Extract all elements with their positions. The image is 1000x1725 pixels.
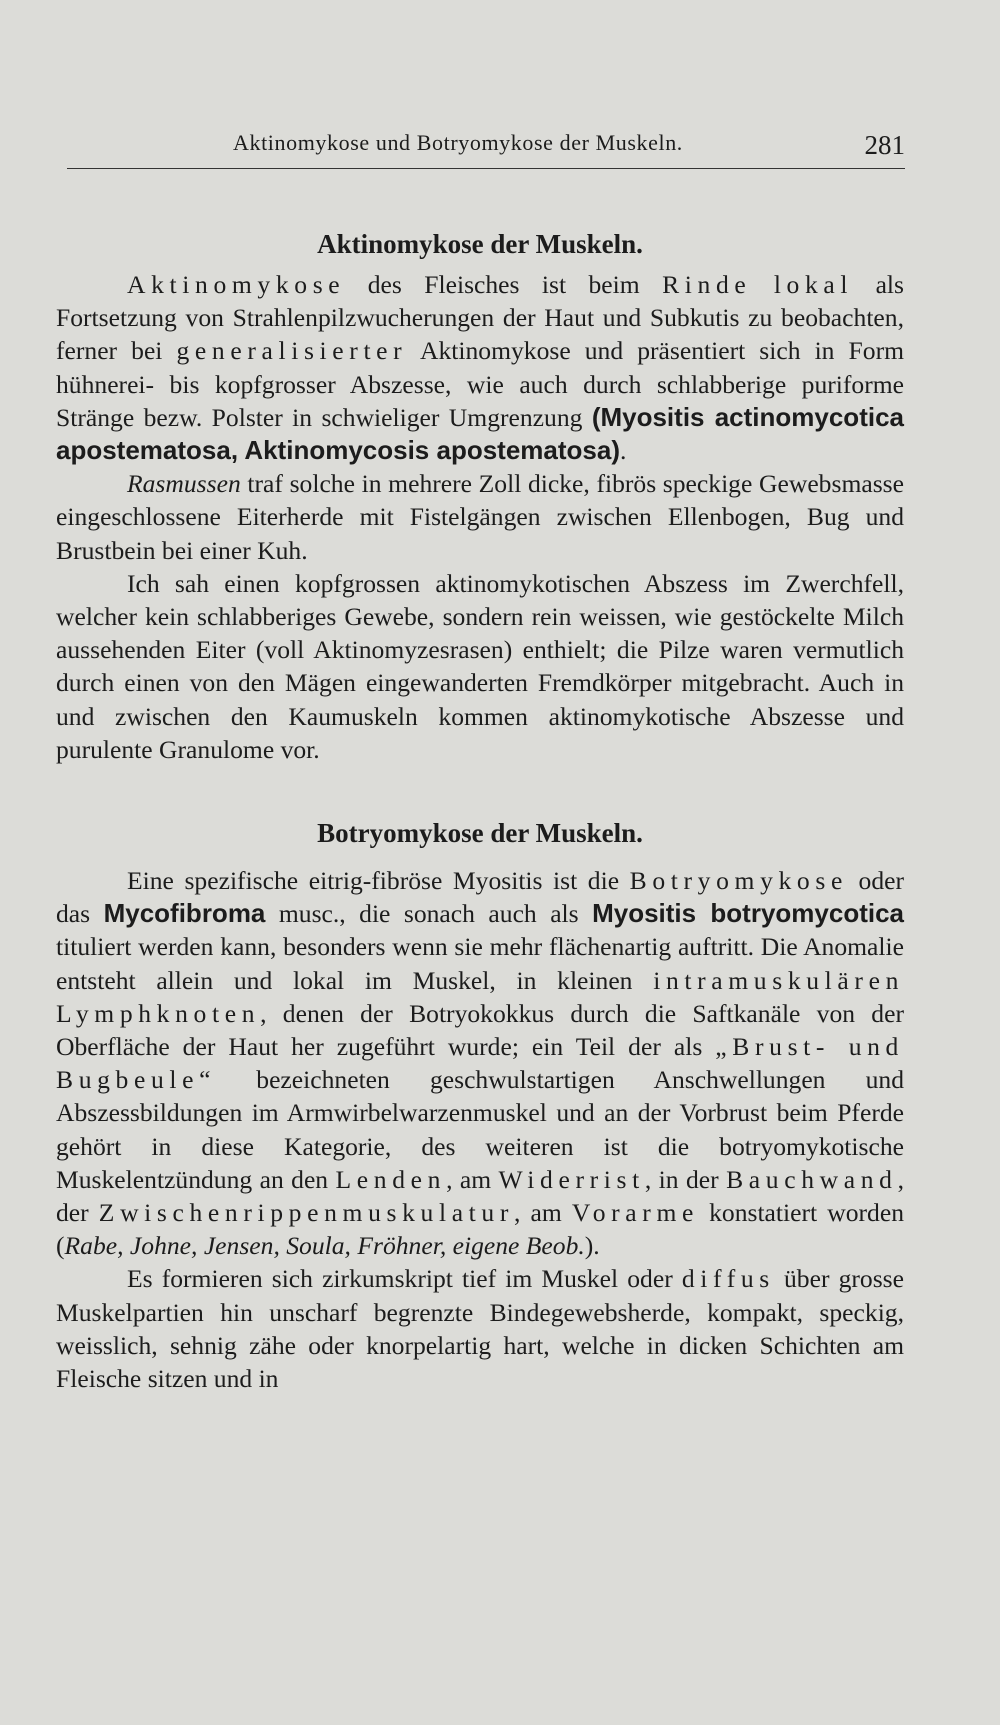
running-header [67, 128, 905, 169]
paragraph-botryomykose-intro [56, 864, 904, 1262]
running-title: Aktinomykose und Botryomykose der Muskeln. [233, 130, 683, 155]
spaced-term: Aktinomykose [127, 270, 346, 299]
page-body [56, 228, 904, 1395]
page-number: 281 [864, 130, 905, 160]
spaced-term: Rinde [662, 270, 752, 299]
paragraph-aktinomykose-intro [56, 268, 904, 467]
text-run: über grosse Muskelpartien hin unscharf begrenzte Bindegewebsherde, kompakt, speckig, weisslich, sehnig zähe oder knorpelartig hart, welche in dicken Schichten am Fleische sitzen und in [56, 1264, 904, 1394]
text-run: Aktinomykose und präsentiert sich in Form hühnerei- bis kopfgrosser Abszesse, wie auch durch schlabberige puriforme Stränge bezw. Polster in schwieliger Umgrenzung [56, 336, 904, 432]
text-run: bezeichneten geschwulstartigen Anschwellungen und Abszessbildungen im Armwirbelwarzenmuskel und an der Vorbrust beim Pferde gehört in diese Kategorie, des weiteren ist die botryomykotische Muskelentzündung an den [56, 1065, 904, 1194]
text-run: , in der [644, 1164, 727, 1194]
spaced-term: generalisierter [176, 336, 408, 366]
spaced-term: Widerrist [498, 1164, 645, 1194]
text-run: Es formieren sich zirkumskript tief im Muskel oder [127, 1264, 682, 1294]
text-run: des Fleisches ist beim [345, 270, 663, 299]
spaced-term: intramuskulären Lymphknoten [56, 965, 904, 1028]
text-run: traf solche in mehrere Zoll dicke, fibrös speckige Gewebsmasse eingeschlossene Eiterherde mit Fistelgängen zwischen Ellenbogen, Bug und Brustbein bei einer Kuh. [56, 469, 904, 565]
paragraph-zwerchfell: Ich sah einen kopfgrossen aktinomykotischen Abszess im Zwerchfell, welcher kein schlabberiges Gewebe, sondern rein weissen, wie gestöckelte Milch aussehenden Eiter (voll Aktinomyzesrasen) enthielt; die Pilze waren vermutlich durch einen von den Mägen eingewanderten Fremdkörper mitgebracht. Auch in und zwischen den Kaumuskeln kommen aktinomykotische Abszesse und purulente Granulome vor. [56, 568, 904, 764]
text-run: , am [446, 1164, 499, 1194]
text-run: oder das [56, 866, 904, 929]
author-citation: Rasmussen [127, 469, 241, 499]
spaced-term: lokal [773, 270, 854, 299]
spaced-term: Lenden [335, 1164, 447, 1194]
text-run: musc., die sonach auch als [265, 899, 593, 929]
text-run: , der [56, 1164, 904, 1228]
text-run: konstatiert worden ( [56, 1198, 904, 1261]
bold-term: Mycofibroma [103, 898, 266, 929]
spaced-term: Zwischenrippenmuskulatur [98, 1198, 515, 1228]
text-run: ). [584, 1231, 600, 1261]
spaced-term: Botryomykose [629, 866, 848, 896]
spaced-term: „Brust- und Bugbeule“ [56, 1032, 904, 1095]
bold-term: (Myositis actinomycotica apostematosa, Aktinomycosis apostematosa) [56, 401, 904, 466]
author-citation: Rabe, Johne, Jensen, Soula, Fröhner, eigene Beob. [64, 1231, 585, 1261]
text-run: , denen der Botryokokkus durch die Saftkanäle von der Oberfläche der Haut her zugeführt wurde; ein Teil der als [56, 998, 904, 1062]
text-run: Eine spezifische eitrig-fibröse Myositis ist die [127, 866, 630, 896]
section-heading-botryomykose: Botryomykose der Muskeln. [317, 818, 643, 849]
section-heading-aktinomykose: Aktinomykose der Muskeln. [317, 229, 643, 259]
spaced-term: Vorarme [571, 1198, 699, 1228]
paragraph-rasmussen [56, 467, 904, 567]
text-run [751, 270, 773, 299]
bold-term: Myositis botryomycotica [592, 898, 905, 929]
spaced-term: Bauchwand [726, 1164, 898, 1194]
text-run: als Fortsetzung von Strahlenpilzwucherungen der Haut und Subkutis zu beobachten, ferner bei [56, 270, 904, 366]
text-run: , am [514, 1198, 572, 1228]
paragraph-formation [56, 1262, 904, 1395]
text-run: . [620, 436, 627, 466]
text-run: tituliert werden kann, besonders wenn sie mehr flächenartig auftritt. Die Anomalie entsteht allein und lokal im Muskel, in kleinen [56, 932, 904, 995]
spaced-term: diffus [681, 1264, 775, 1294]
